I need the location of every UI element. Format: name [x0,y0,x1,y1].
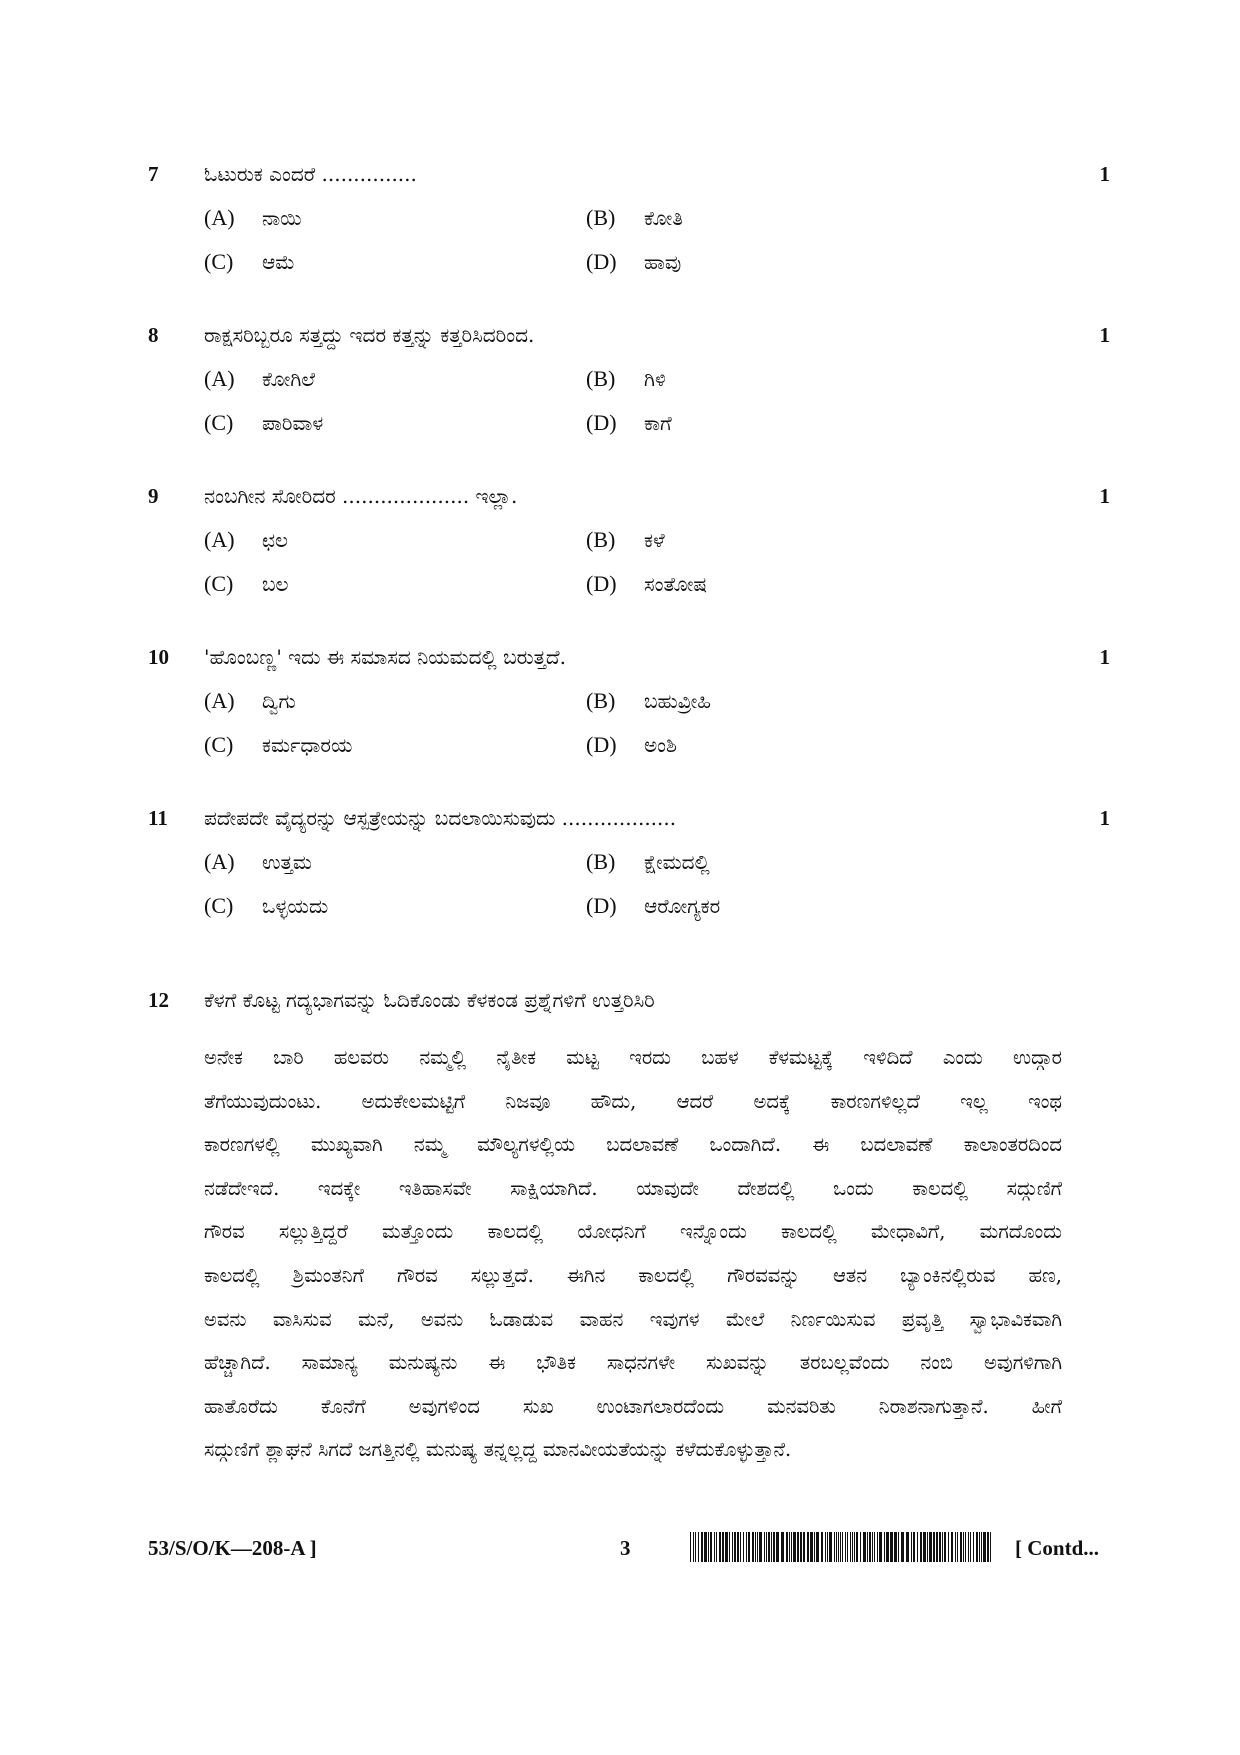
question-text: ಕೆಳಗೆ ಕೊಟ್ಟ ಗದ್ಯಭಾಗವನ್ನು ಓದಿಕೊಂಡು ಕೆಳಕಂಡ ಪ್ರಶ್ನೆಗಳಿಗೆ ಉತ್ತರಿಸಿರಿ [204,988,655,1012]
passage-line: ತೆಗೆಯುವುದುಂಟು. ಅದುಕೇಲಮಟ್ಟಿಗೆ ನಿಜವೂ ಹೌದು, ಆದರೆ ಅದಕ್ಕೆ ಕಾರಣಗಳಿಲ್ಲದೆ ಇಲ್ಲ ಇಂಥ [204,1089,1062,1113]
option-b: (B) ಕಳೆ [586,527,665,552]
option-c: (C) ಆಮೆ [204,249,296,274]
comprehension-passage [204,1036,1062,1472]
question-12 [148,978,1110,1022]
option-a: (A) ಉತ್ತಮ [204,849,312,874]
passage-line: ಹೆಚ್ಚಾಗಿದೆ. ಸಾಮಾನ್ಯ ಮನುಷ್ಯನು ಈ ಭೌತಿಕ ಸಾಧನಗಳೇ ಸುಖವನ್ನು ತರಬಲ್ಲವೆಂದು ನಂಬಿ ಅವುಗಳಿಗಾಗಿ [204,1351,1062,1375]
option-a: (A) ಛಲ [204,527,289,552]
option-b: (B) ಕೋತಿ [586,205,683,230]
option-c: (C) ಕರ್ಮಧಾರಯ [204,732,353,757]
question-text: ಓಟುರುಕ ಎಂದರೆ ............... [204,162,417,186]
barcode-icon [690,1532,995,1562]
option-d: (D) ಸಂತೋಷ [586,571,707,596]
question-marks: 1 [1099,806,1110,830]
question-8 [148,313,1110,445]
question-number: 8 [148,323,159,347]
option-d: (D) ಕಾಗೆ [586,410,672,435]
option-d: (D) ಹಾವು [586,249,682,274]
passage-line: ಹಾತೊರೆದು ಕೊನೆಗೆ ಅವುಗಳಿಂದ ಸುಖ ಉಂಟಾಗಲಾರದೆಂದು ಮನವರಿತು ನಿರಾಶನಾಗುತ್ತಾನೆ. ಹೀಗೆ [204,1394,1062,1418]
question-marks: 1 [1099,645,1110,669]
passage-line: ಅವನು ವಾಸಿಸುವ ಮನೆ, ಅವನು ಓಡಾಡುವ ವಾಹನ ಇವುಗಳ ಮೇಲೆ ನಿರ್ಣಯಿಸುವ ಪ್ರವೃತ್ತಿ ಸ್ವಾಭಾವಿಕವಾಗಿ [204,1307,1062,1331]
passage-line: ಕಾಲದಲ್ಲಿ ಶ್ರಿಮಂತನಿಗೆ ಗೌರವ ಸಲ್ಲುತ್ತದೆ. ಈಗಿನ ಕಾಲದಲ್ಲಿ ಗೌರವವನ್ನು ಆತನ ಬ್ಯಾಂಕಿನಲ್ಲಿರುವ ಹಣ, [204,1263,1062,1287]
option-d: (D) ಅಂಶಿ [586,732,677,757]
question-10 [148,635,1110,767]
option-a: (A) ನಾಯಿ [204,205,302,230]
question-text: ನಂಬಗೀನ ಸೋರಿದರ .................... ಇಲ್ಲಾ. [204,484,518,508]
question-marks: 1 [1099,484,1110,508]
passage-line: ಗೌರವ ಸಲ್ಲುತ್ತಿದ್ದರೆ ಮತ್ತೊಂದು ಕಾಲದಲ್ಲಿ ಯೋಧನಿಗೆ ಇನ್ನೊಂದು ಕಾಲದಲ್ಲಿ ಮೇಧಾವಿಗೆ, ಮಗದೊಂದು [204,1220,1062,1244]
option-b: (B) ಗಿಳಿ [586,366,666,391]
question-marks: 1 [1099,162,1110,186]
question-number: 10 [148,645,169,669]
option-c: (C) ಬಲ [204,571,289,596]
option-b: (B) ಕ್ಷೇಮದಲ್ಲಿ [586,849,710,874]
option-b: (B) ಬಹುವ್ರೀಹಿ [586,688,712,713]
question-text: ಪದೇಪದೇ ವೈದ್ಯರನ್ನು ಆಸ್ಪತ್ರೇಯನ್ನು ಬದಲಾಯಿಸುವುದು .................. [204,806,677,830]
option-d: (D) ಆರೋಗ್ಯಕರ [586,893,721,918]
paper-code: 53/S/O/K—208-A ] [148,1536,317,1560]
question-number: 9 [148,484,159,508]
question-text: 'ಹೊಂಬಣ್ಣ' ಇದು ಈ ಸಮಾಸದ ನಿಯಮದಲ್ಲಿ ಬರುತ್ತದೆ. [204,645,566,669]
option-c: (C) ಪಾರಿವಾಳ [204,410,324,435]
option-c: (C) ಒಳ್ಳಯದು [204,893,329,918]
continued-label: [ Contd... [1015,1536,1100,1560]
passage-line: ಸದ್ಗುಣಿಗೆ ಶ್ಲಾಘನೆ ಸಿಗದೆ ಜಗತ್ತಿನಲ್ಲಿ ಮನುಷ್ಯ ತನ್ನಲ್ಲದ್ದ ಮಾನವೀಯತೆಯನ್ನು ಕಳೆದುಕೊಳ್ಳುತ್ತಾನೆ. [204,1438,792,1462]
option-a: (A) ಕೋಗಿಲೆ [204,366,316,391]
page-number: 3 [620,1536,631,1560]
question-text: ರಾಕ್ಷಸರಿಬ್ಬರೂ ಸತ್ತದ್ದು ಇದರ ಕತ್ತನ್ನು ಕತ್ತರಿಸಿದರಿಂದ. [204,323,535,347]
question-number: 11 [148,806,168,830]
question-number: 7 [148,162,159,186]
question-marks: 1 [1099,323,1110,347]
passage-line: ಅನೇಕ ಬಾರಿ ಹಲವರು ನಮ್ಮಲ್ಲಿ ನೈತೀಕ ಮಟ್ಟ ಇರದು ಬಹಳ ಕೆಳಮಟ್ಟಕ್ಕೆ ಇಳಿದಿದೆ ಎಂದು ಉದ್ಗಾರ [204,1046,1062,1069]
question-9 [148,474,1110,606]
question-7 [148,152,1110,284]
option-a: (A) ದ್ವಿಗು [204,688,296,713]
question-number: 12 [148,988,169,1012]
passage-line: ಕಾರಣಗಳಲ್ಲಿ ಮುಖ್ಯವಾಗಿ ನಮ್ಮ ಮೌಲ್ಯಗಳಲ್ಲಿಯ ಬದಲಾವಣೆ ಒಂದಾಗಿದೆ. ಈ ಬದಲಾವಣೆ ಕಾಲಾಂತರದಿಂದ [204,1133,1062,1157]
question-11 [148,796,1110,928]
passage-line: ನಡೆದೇಇದೆ. ಇದಕ್ಕೇ ಇತಿಹಾಸವೇ ಸಾಕ್ಷಿಯಾಗಿದೆ. ಯಾವುದೇ ದೇಶದಲ್ಲಿ ಒಂದು ಕಾಲದಲ್ಲಿ ಸದ್ಗುಣಿಗೆ [204,1176,1062,1200]
